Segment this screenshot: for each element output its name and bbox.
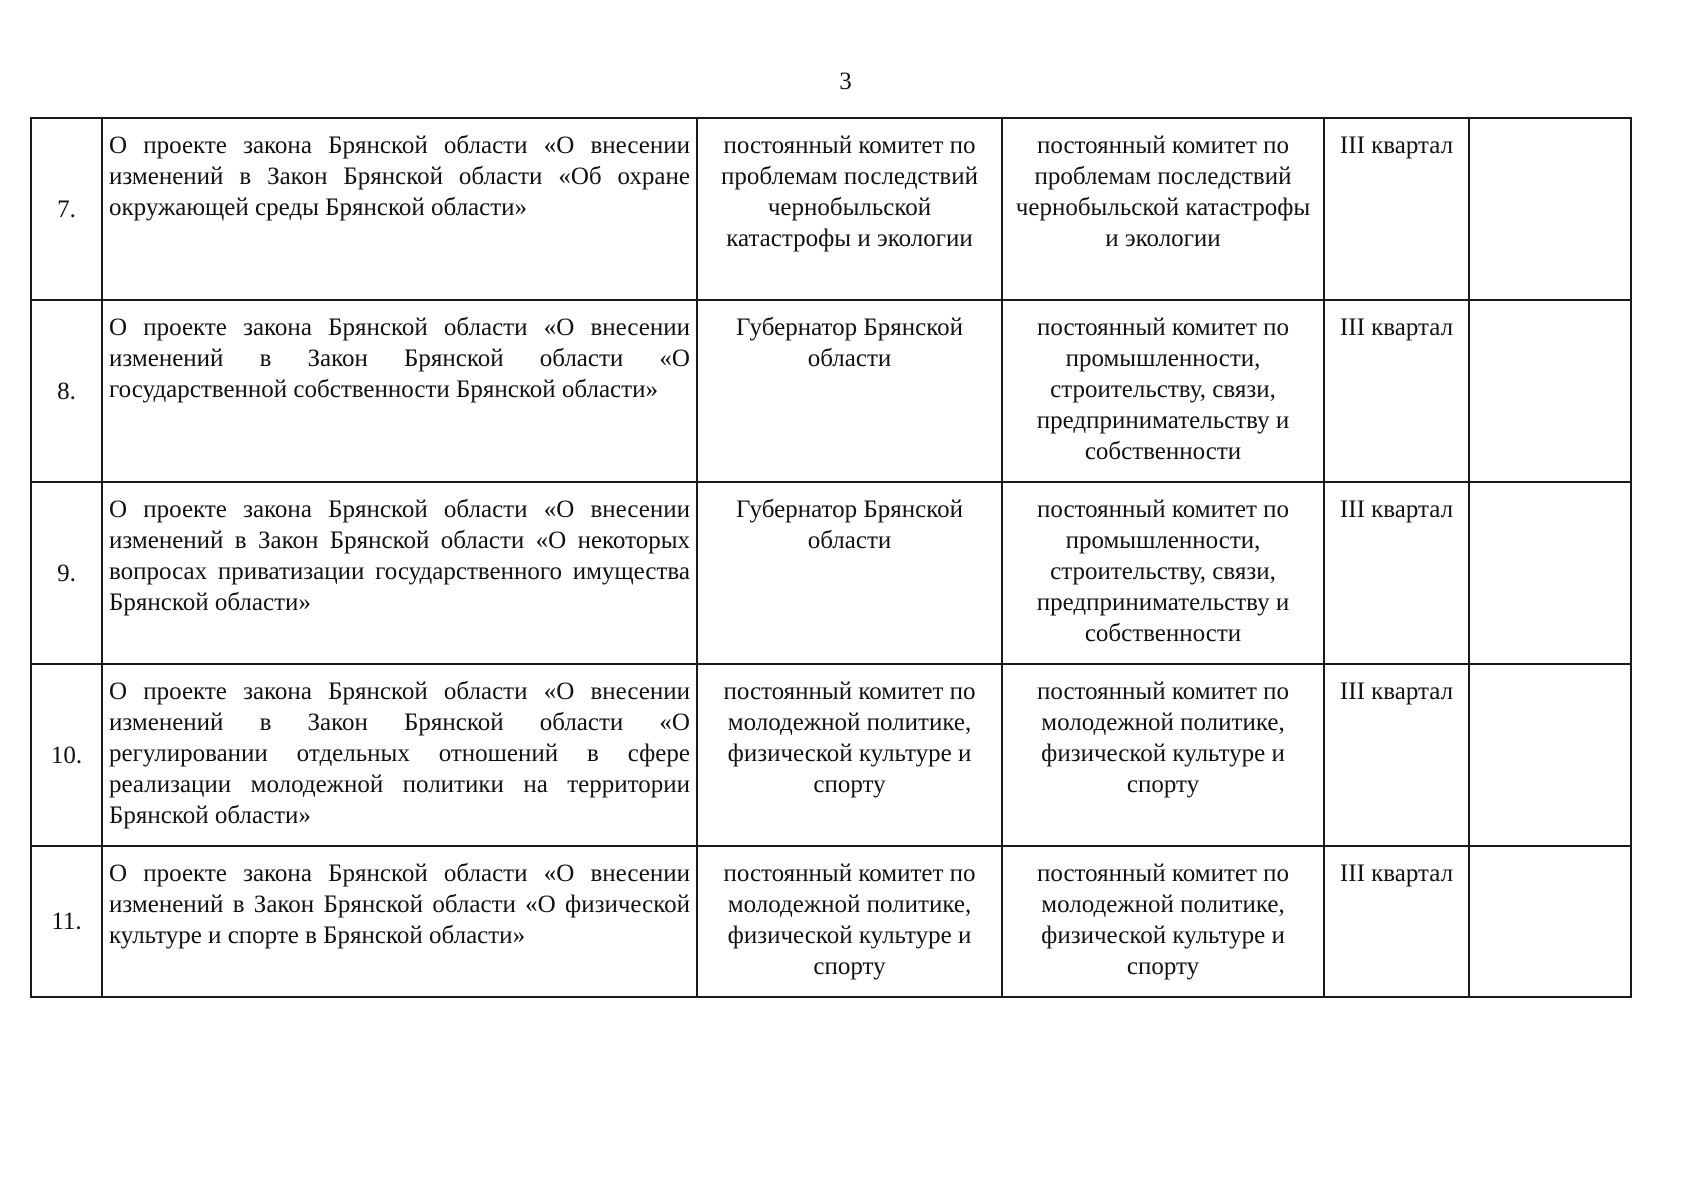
- table-row: [31, 664, 1631, 846]
- term: III квартал: [1324, 664, 1469, 846]
- term: III квартал: [1324, 300, 1469, 482]
- note: [1469, 118, 1631, 300]
- row-number: 11.: [31, 846, 102, 997]
- initiator: Губернатор Брянской области: [697, 482, 1002, 664]
- row-number: 9.: [31, 482, 102, 664]
- page-number: 3: [839, 68, 852, 95]
- responsible-committee: постоянный комитет по промышленности, строительству, связи, предпринимательству и собственности: [1002, 300, 1324, 482]
- responsible-committee: постоянный комитет по проблемам последствий чернобыльской катастрофы и экологии: [1002, 118, 1324, 300]
- responsible-committee: постоянный комитет по молодежной политике, физической культуре и спорту: [1002, 846, 1324, 997]
- term: III квартал: [1324, 846, 1469, 997]
- responsible-committee: постоянный комитет по молодежной политике, физической культуре и спорту: [1002, 664, 1324, 846]
- bill-title: О проекте закона Брянской области «О внесении изменений в Закон Брянской области «Об охране окружающей среды Брянской области»: [102, 118, 697, 300]
- row-number: 8.: [31, 300, 102, 482]
- bill-title: О проекте закона Брянской области «О внесении изменений в Закон Брянской области «О некоторых вопросах приватизации государственного имущества Брянской области»: [102, 482, 697, 664]
- bill-title: О проекте закона Брянской области «О внесении изменений в Закон Брянской области «О физической культуре и спорте в Брянской области»: [102, 846, 697, 997]
- row-number: 7.: [31, 118, 102, 300]
- table-row: [31, 118, 1631, 300]
- initiator: Губернатор Брянской области: [697, 300, 1002, 482]
- bill-title: О проекте закона Брянской области «О внесении изменений в Закон Брянской области «О государственной собственности Брянской области»: [102, 300, 697, 482]
- note: [1469, 300, 1631, 482]
- note: [1469, 664, 1631, 846]
- table-row: [31, 846, 1631, 997]
- initiator: постоянный комитет по молодежной политике, физической культуре и спорту: [697, 846, 1002, 997]
- note: [1469, 846, 1631, 997]
- responsible-committee: постоянный комитет по промышленности, строительству, связи, предпринимательству и собственности: [1002, 482, 1324, 664]
- table-row: [31, 482, 1631, 664]
- term: III квартал: [1324, 118, 1469, 300]
- legislative-plan-table: [30, 117, 1632, 998]
- initiator: постоянный комитет по молодежной политике, физической культуре и спорту: [697, 664, 1002, 846]
- bill-title: О проекте закона Брянской области «О внесении изменений в Закон Брянской области «О регулировании отдельных отношений в сфере реализации молодежной политики на территории Брянской области»: [102, 664, 697, 846]
- term: III квартал: [1324, 482, 1469, 664]
- row-number: 10.: [31, 664, 102, 846]
- initiator: постоянный комитет по проблемам последствий чернобыльской катастрофы и экологии: [697, 118, 1002, 300]
- note: [1469, 482, 1631, 664]
- table-row: [31, 300, 1631, 482]
